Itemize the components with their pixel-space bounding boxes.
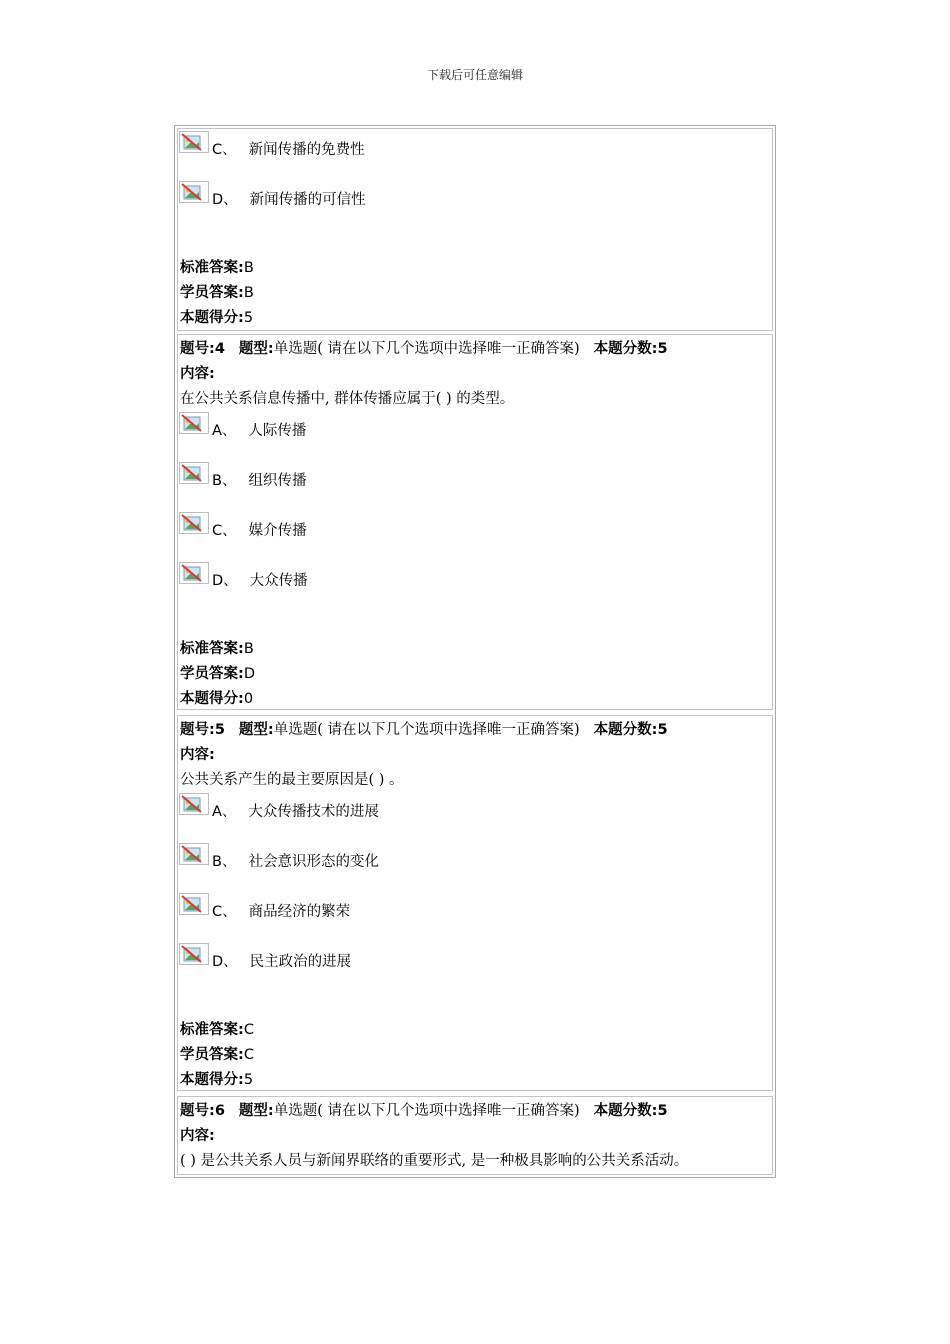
broken-image-icon bbox=[179, 131, 209, 153]
broken-image-icon bbox=[179, 843, 209, 865]
broken-image-icon bbox=[179, 793, 209, 815]
option-letter: C bbox=[212, 523, 223, 539]
option-text: 新闻传播的免费性 bbox=[248, 142, 365, 158]
question-block-6 bbox=[177, 1096, 773, 1175]
option-separator: 、 bbox=[222, 523, 237, 539]
content-label: 内容: bbox=[180, 747, 215, 763]
option-separator: 、 bbox=[221, 473, 237, 489]
option-separator: 、 bbox=[221, 854, 237, 870]
question-header: 题号:4 题型:单选题( 请在以下几个选项中选择唯一正确答案) 本题分数:5 bbox=[180, 341, 668, 357]
score-obtained: 本题得分:5 bbox=[180, 1072, 254, 1088]
question-score: 5 bbox=[657, 722, 668, 738]
content-label: 内容: bbox=[180, 366, 215, 382]
page-header: 下载后可任意编辑 bbox=[426, 68, 523, 82]
standard-answer: 标准答案:B bbox=[180, 260, 254, 276]
student-answer: 学员答案:C bbox=[180, 1047, 254, 1063]
option-separator: 、 bbox=[222, 142, 237, 158]
option-letter: B bbox=[212, 854, 222, 870]
broken-image-icon bbox=[179, 943, 209, 965]
content-label: 内容: bbox=[180, 1128, 215, 1144]
option-text: 大众传播 bbox=[249, 573, 308, 589]
question-header: 题号:6 题型:单选题( 请在以下几个选项中选择唯一正确答案) 本题分数:5 bbox=[180, 1103, 668, 1119]
question-type: 单选题( 请在以下几个选项中选择唯一正确答案) bbox=[273, 1103, 580, 1119]
option-letter: A bbox=[212, 423, 222, 439]
broken-image-icon bbox=[179, 181, 209, 203]
option-text: 大众传播技术的进展 bbox=[248, 804, 379, 820]
question-score: 5 bbox=[657, 1103, 668, 1119]
question-number: 5 bbox=[214, 722, 225, 738]
question-type: 单选题( 请在以下几个选项中选择唯一正确答案) bbox=[273, 722, 580, 738]
broken-image-icon bbox=[179, 893, 209, 915]
question-text: ( ) 是公共关系人员与新闻界联络的重要形式, 是一种极具影响的公共关系活动。 bbox=[180, 1153, 689, 1169]
question-header: 题号:5 题型:单选题( 请在以下几个选项中选择唯一正确答案) 本题分数:5 bbox=[180, 722, 668, 738]
broken-image-icon bbox=[179, 512, 209, 534]
option-separator: 、 bbox=[223, 954, 238, 970]
option-letter: D bbox=[212, 954, 224, 970]
score-obtained: 本题得分:0 bbox=[180, 691, 254, 707]
option-separator: 、 bbox=[222, 904, 237, 920]
standard-answer: 标准答案:B bbox=[180, 641, 254, 657]
question-block-5 bbox=[177, 715, 773, 1091]
broken-image-icon bbox=[179, 462, 209, 484]
option-separator: 、 bbox=[223, 192, 238, 208]
question-number: 4 bbox=[214, 341, 225, 357]
question-type: 单选题( 请在以下几个选项中选择唯一正确答案) bbox=[273, 341, 580, 357]
broken-image-icon bbox=[179, 412, 209, 434]
question-text: 公共关系产生的最主要原因是( ) 。 bbox=[180, 772, 404, 788]
option-letter: B bbox=[212, 473, 222, 489]
question-number: 6 bbox=[214, 1103, 225, 1119]
standard-answer: 标准答案:C bbox=[180, 1022, 254, 1038]
option-letter: A bbox=[212, 804, 222, 820]
option-separator: 、 bbox=[221, 804, 237, 820]
student-answer: 学员答案:D bbox=[180, 666, 255, 682]
option-text: 新闻传播的可信性 bbox=[249, 192, 366, 208]
question-block-3 bbox=[177, 128, 773, 331]
broken-image-icon bbox=[179, 562, 209, 584]
question-score: 5 bbox=[657, 341, 668, 357]
option-letter: C bbox=[212, 904, 223, 920]
option-text: 社会意识形态的变化 bbox=[248, 854, 379, 870]
option-text: 媒介传播 bbox=[248, 523, 307, 539]
option-text: 民主政治的进展 bbox=[249, 954, 352, 970]
student-answer: 学员答案:B bbox=[180, 285, 254, 301]
option-separator: 、 bbox=[223, 573, 238, 589]
score-obtained: 本题得分:5 bbox=[180, 310, 254, 326]
option-separator: 、 bbox=[221, 423, 237, 439]
option-letter: C bbox=[212, 142, 223, 158]
option-text: 人际传播 bbox=[248, 423, 307, 439]
question-text: 在公共关系信息传播中, 群体传播应属于( ) 的类型。 bbox=[180, 391, 515, 407]
question-block-4 bbox=[177, 334, 773, 710]
option-letter: D bbox=[212, 192, 224, 208]
option-text: 商品经济的繁荣 bbox=[248, 904, 351, 920]
quiz-results-frame bbox=[174, 125, 776, 1178]
option-letter: D bbox=[212, 573, 224, 589]
option-text: 组织传播 bbox=[248, 473, 307, 489]
